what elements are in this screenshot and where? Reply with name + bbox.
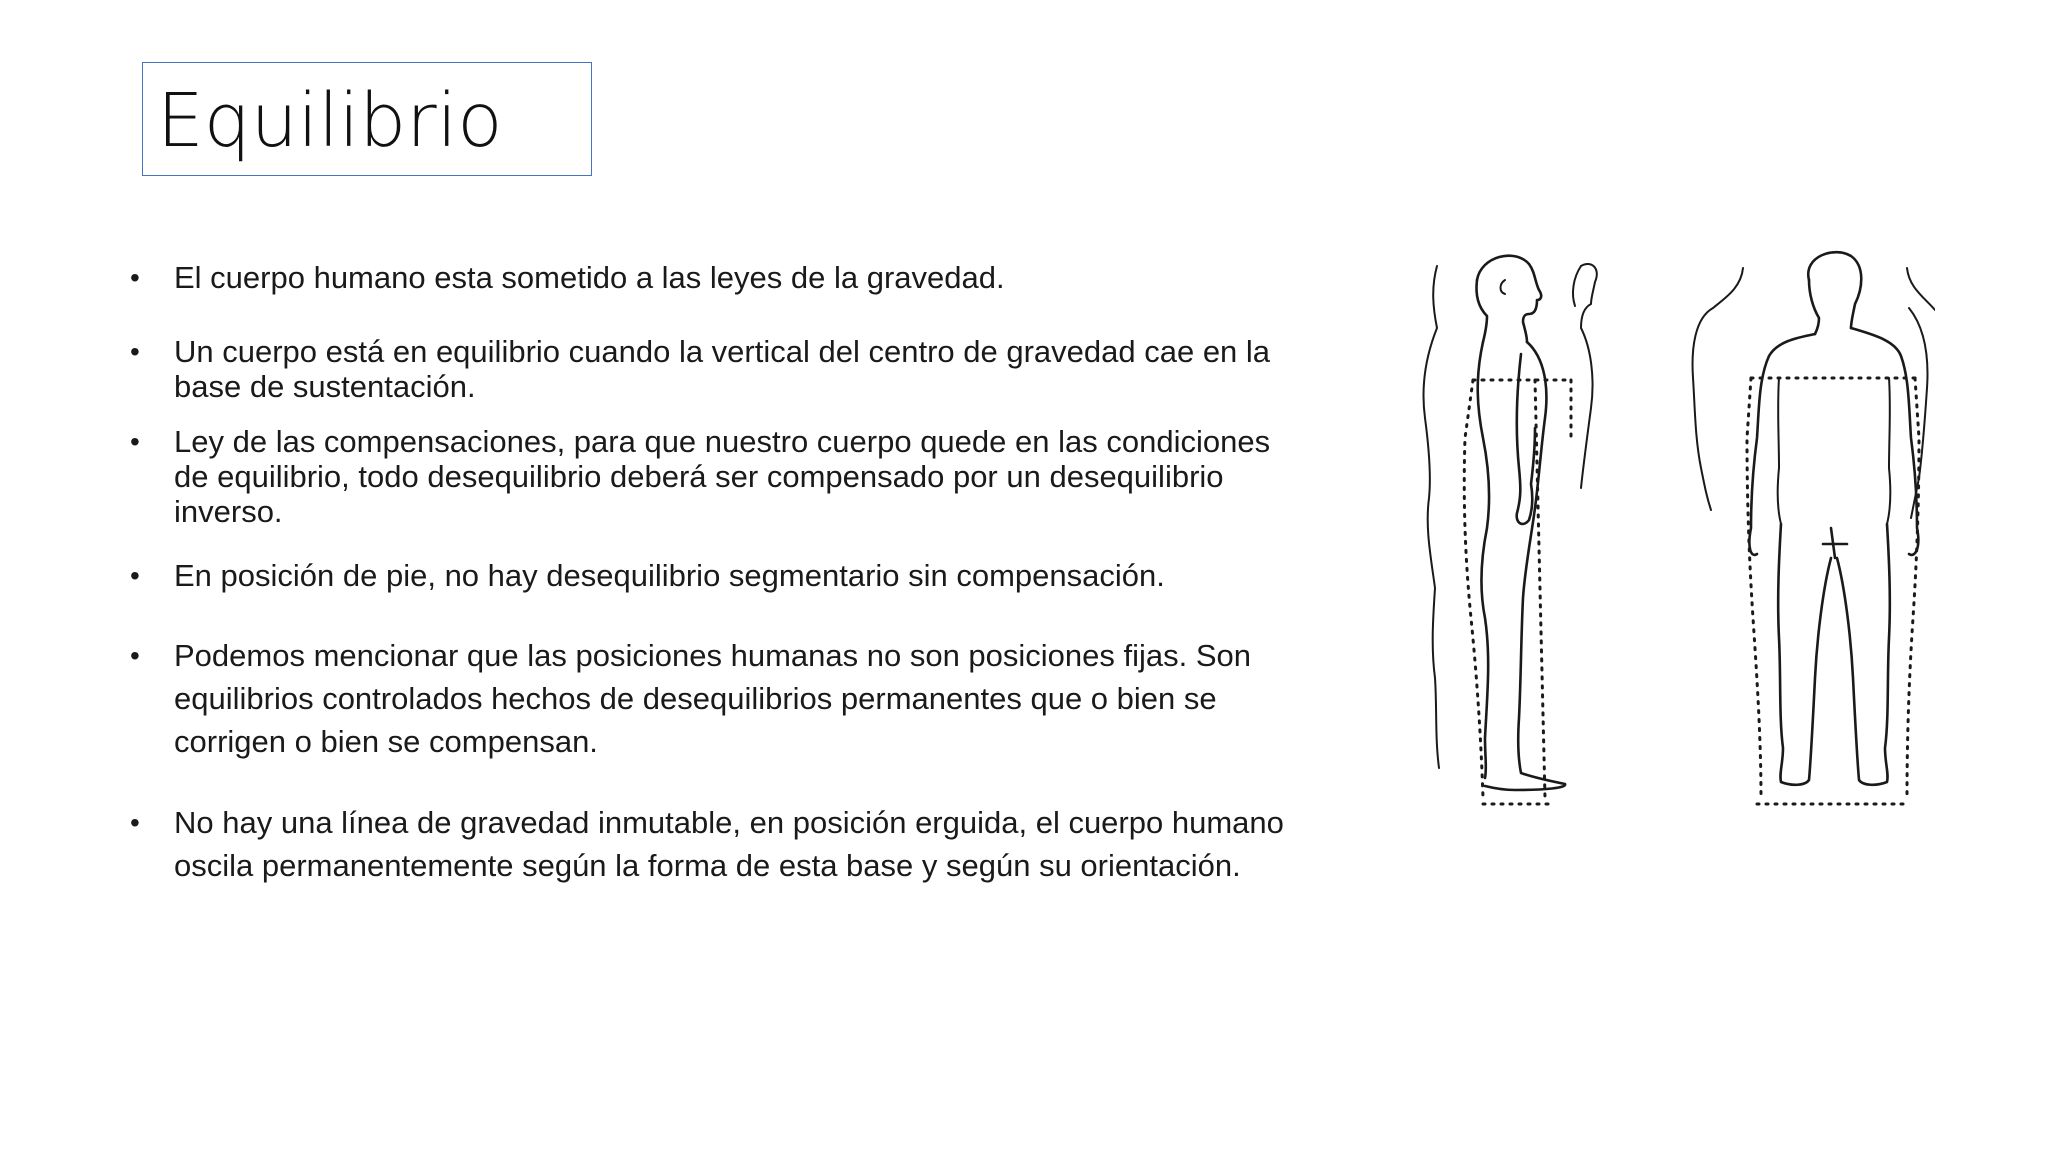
bullet-marker: • [130, 640, 140, 671]
bullet-item [128, 334, 1288, 404]
side-view-rear-outline [1424, 264, 1597, 768]
bullet-item [128, 558, 1288, 593]
human-body-balance-figure-icon [1395, 238, 1935, 808]
slide-title: Equilibrio [157, 78, 503, 164]
bullet-text: Podemos mencionar que las posiciones humanas no son posiciones fijas. Son equilibrios controlados hechos de desequilibrios permanentes que o bien se corrigen o bien se compensan. [174, 638, 1252, 759]
bullet-text: El cuerpo humano esta sometido a las leyes de la gravedad. [174, 260, 1005, 295]
bullet-text: Ley de las compensaciones, para que nuestro cuerpo quede en las condiciones de equilibrio, todo desequilibrio deberá ser compensado por un desequilibrio inverso. [174, 424, 1271, 529]
bullet-text: No hay una línea de gravedad inmutable, en posición erguida, el cuerpo humano oscila permanentemente según la forma de esta base y según su orientación. [174, 805, 1284, 883]
bullet-marker: • [130, 262, 140, 293]
front-view-figure [1747, 252, 1919, 804]
bullet-marker: • [130, 560, 140, 591]
bullet-marker: • [130, 426, 140, 457]
bullet-text: En posición de pie, no hay desequilibrio segmentario sin compensación. [174, 558, 1165, 593]
bullet-item [128, 260, 1288, 295]
bullet-marker: • [130, 336, 140, 367]
bullet-item [128, 424, 1288, 529]
bullet-text: Un cuerpo está en equilibrio cuando la vertical del centro de gravedad cae en la base de sustentación. [174, 334, 1271, 404]
bullet-marker: • [130, 807, 140, 838]
bullet-item [128, 801, 1288, 887]
title-placeholder[interactable] [142, 62, 592, 176]
bullet-item [128, 634, 1288, 763]
side-view-figure [1464, 256, 1571, 804]
